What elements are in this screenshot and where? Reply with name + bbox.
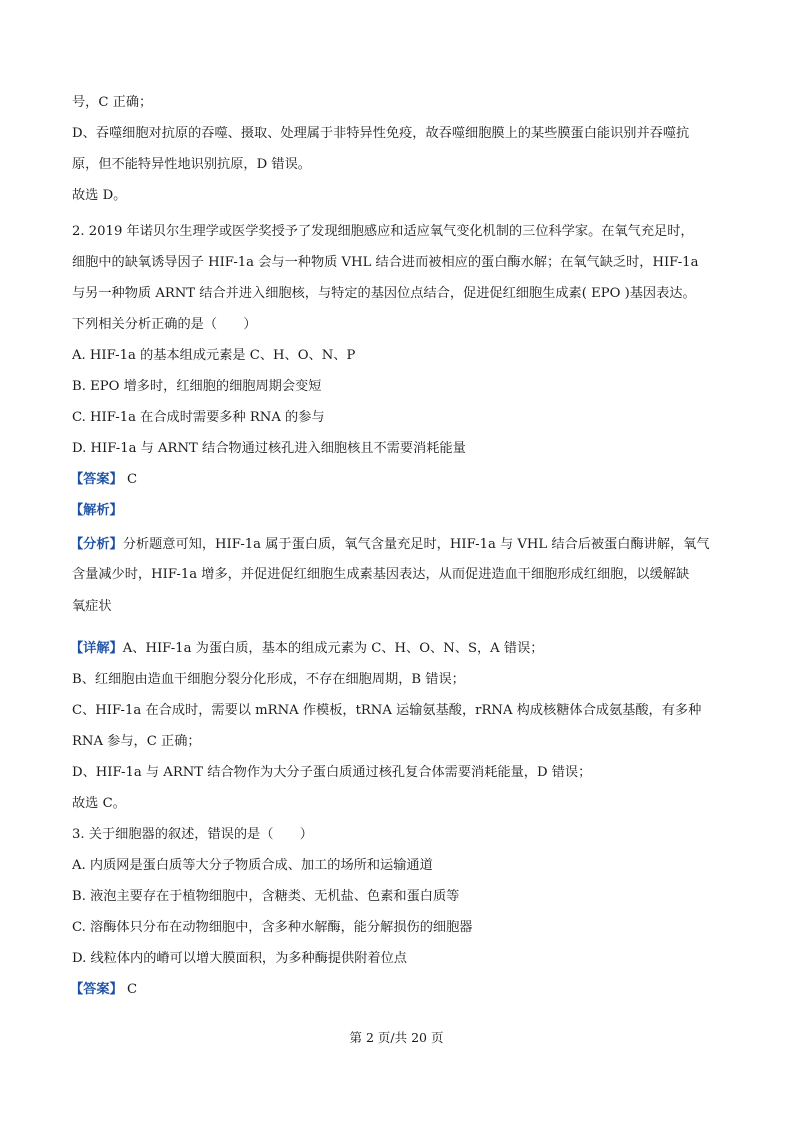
question-2-stem: 下列相关分析正确的是（ ） xyxy=(72,317,257,332)
text-line: 原，但不能特异性地识别抗原，D 错误。 xyxy=(72,157,311,172)
question-2-stem: 细胞中的缺氧诱导因子 HIF-1a 会与一种物质 VHL 结合进而被相应的蛋白酶水解；在氧气缺乏时，HIF-1a xyxy=(72,255,699,270)
option-b: B. 液泡主要存在于植物细胞中，含糖类、无机盐、色素和蛋白质等 xyxy=(72,889,460,904)
answer-value: C xyxy=(126,982,138,997)
text-line: B、红细胞由造血干细胞分裂分化形成，不存在细胞周期，B 错误； xyxy=(72,672,465,687)
xiangjie-text: A、HIF-1a 为蛋白质，基本的组成元素为 C、H、O、N、S，A 错误； xyxy=(122,641,544,656)
option-d: D. HIF-1a 与 ARNT 结合物通过核孔进入细胞核且不需要消耗能量 xyxy=(72,441,466,456)
answer-line xyxy=(70,471,730,489)
option-b: B. EPO 增多时，红细胞的细胞周期会变短 xyxy=(72,379,322,394)
text-line: 故选 C。 xyxy=(72,796,126,811)
text-line: 号，C 正确； xyxy=(72,95,153,110)
fenxi-text: 分析题意可知，HIF-1a 属于蛋白质，氧气含量充足时，HIF-1a 与 VHL 结合后被蛋白酶讲解，氧气 xyxy=(122,537,710,552)
answer-tag: 【答案】 xyxy=(70,472,123,487)
answer-tag: 【答案】 xyxy=(70,982,123,997)
text-line: RNA 参与，C 正确； xyxy=(72,734,201,749)
question-2-stem: 与另一种物质 ARNT 结合并进入细胞核，与特定的基因位点结合，促进促红细胞生成素( EPO )基因表达。 xyxy=(72,286,696,301)
page-number-footer: 第 2 页/共 20 页 xyxy=(349,1030,444,1045)
text-line: 故选 D。 xyxy=(72,188,127,203)
option-a: A. HIF-1a 的基本组成元素是 C、H、O、N、P xyxy=(72,348,356,363)
option-d: D. 线粒体内的嵴可以增大膜面积，为多种酶提供附着位点 xyxy=(72,951,407,966)
xiangjie-tag: 【详解】 xyxy=(70,641,123,656)
xiangjie-line xyxy=(70,640,730,658)
option-c: C. 溶酶体只分布在动物细胞中，含多种水解酶，能分解损伤的细胞器 xyxy=(72,920,473,935)
fenxi-line: 含量减少时，HIF-1a 增多，并促进促红细胞生成素基因表达，从而促进造血干细胞形成红细胞，以缓解缺 xyxy=(72,567,690,582)
option-c: C. HIF-1a 在合成时需要多种 RNA 的参与 xyxy=(72,410,325,425)
fenxi-tag: 【分析】 xyxy=(70,537,123,552)
fenxi-line xyxy=(70,536,730,554)
answer-value: C xyxy=(126,472,138,487)
analysis-tag: 【解析】 xyxy=(70,503,123,518)
question-2-stem: 2. 2019 年诺贝尔生理学或医学奖授予了发现细胞感应和适应氧气变化机制的三位科学家。在氧气充足时， xyxy=(72,224,694,239)
answer-line xyxy=(70,981,730,999)
option-a: A. 内质网是蛋白质等大分子物质合成、加工的场所和运输通道 xyxy=(72,858,433,873)
text-line: C、HIF-1a 在合成时，需要以 mRNA 作模板，tRNA 运输氨基酸，rRNA 构成核糖体合成氨基酸，有多种 xyxy=(72,703,702,718)
analysis-heading xyxy=(70,502,730,520)
fenxi-line: 氧症状 xyxy=(72,599,112,614)
text-line: D、HIF-1a 与 ARNT 结合物作为大分子蛋白质通过核孔复合体需要消耗能量，D 错误； xyxy=(72,765,592,780)
text-line: D、吞噬细胞对抗原的吞噬、摄取、处理属于非特异性免疫，故吞噬细胞膜上的某些膜蛋白能识别并吞噬抗 xyxy=(72,126,690,141)
question-3-stem: 3. 关于细胞器的叙述，错误的是（ ） xyxy=(72,827,313,842)
